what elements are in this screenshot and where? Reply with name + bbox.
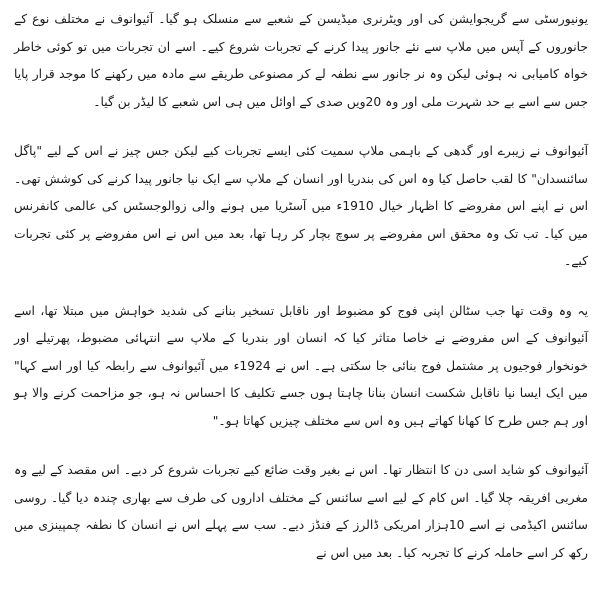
article-body [14, 6, 588, 567]
paragraph-3: یہ وہ وقت تھا جب سٹالن اپنی فوج کو مضبوط اور ناقابل تسخیر بنانے کی شدید خواہش میں مبتلا تھا، اسے آئیوانوف کے اس مفروضے نے خاصا متاثر کیا کہ انسان اور بندریا کے ملاپ سے انتہائی مضبوط، پھرتیلے اور خونخوار فوجیوں پر مشتمل فوج بنائی جا سکتی ہے۔ اس نے 1924ء میں آئیوانوف سے رابطہ کیا اور اسے کہا" میں ایک ایسا نیا ناقابل شکست انسان بنانا چاہتا ہوں جسے تکلیف کا احساس نہ ہو، جو مزاحمت کرنے والا ہو اور ہم جس طرح کا کھانا کھاتے ہیں وہ اس سے مختلف چیزیں کھاتا ہو۔" [14, 303, 589, 428]
paragraph-1: یونیورسٹی سے گریجوایشن کی اور ویٹرنری میڈیسن کے شعبے سے منسلک ہو گیا۔ آئیوانوف نے مختلف نوع کے جانوروں کے آپس میں ملاپ سے نئے جانور پیدا کرنے کے تجربات شروع کیے۔ اسے ان تجربات میں تو کوئی خاطر خواہ کامیابی نہ ہوئی لیکن وہ نر جانور سے نطفہ لے کر مصنوعی طریقے سے مادہ میں رکھنے کا موجد قرار پایا جس سے اسے بے حد شہرت ملی اور وہ 20ویں صدی کے اوائل میں ہی اس شعبے کا لیڈر بن گیا۔ [14, 12, 588, 109]
paragraph-4: آئیوانوف کو شاید اسی دن کا انتظار تھا۔ اس نے بغیر وقت ضائع کیے تجربات شروع کر دیے۔ اس مقصد کے لیے وہ مغربی افریقہ چلا گیا۔ اس کام کے لیے اسے سائنس کے مختلف اداروں کی طرف سے بھاری چندہ دیا گیا۔ روسی سائنس اکیڈمی نے اسے 10ہزار امریکی ڈالرز کے فنڈز دیے۔ سب سے پہلے اس نے انسان کا نطفہ چمپینزی میں رکھ کر اسے حاملہ کرنے کا تجربہ کیا۔ بعد میں اس نے [14, 463, 588, 560]
paragraph-2: آئیوانوف نے زیبرے اور گدھی کے باہمی ملاپ سمیت کئی ایسے تجربات کیے لیکن جس چیز نے اس کے لیے "پاگل سائنسدان" کا لقب حاصل کیا وہ اس کی بندریا اور انسان کے ملاپ سے ایک نیا جانور پیدا کرنے کی کوشش تھی۔ اس نے اپنے اس مفروضے کا اظہار خیال 1910ء میں آسٹریا میں ہونے والی زوالوجسٹس کی عالمی کانفرنس میں کیا۔ تب تک وہ محقق اس مفروضے پر سوچ بچار کر رہا تھا، بعد میں اس نے اس مفروضے پر کئی تجربات کیے۔ [14, 144, 588, 268]
